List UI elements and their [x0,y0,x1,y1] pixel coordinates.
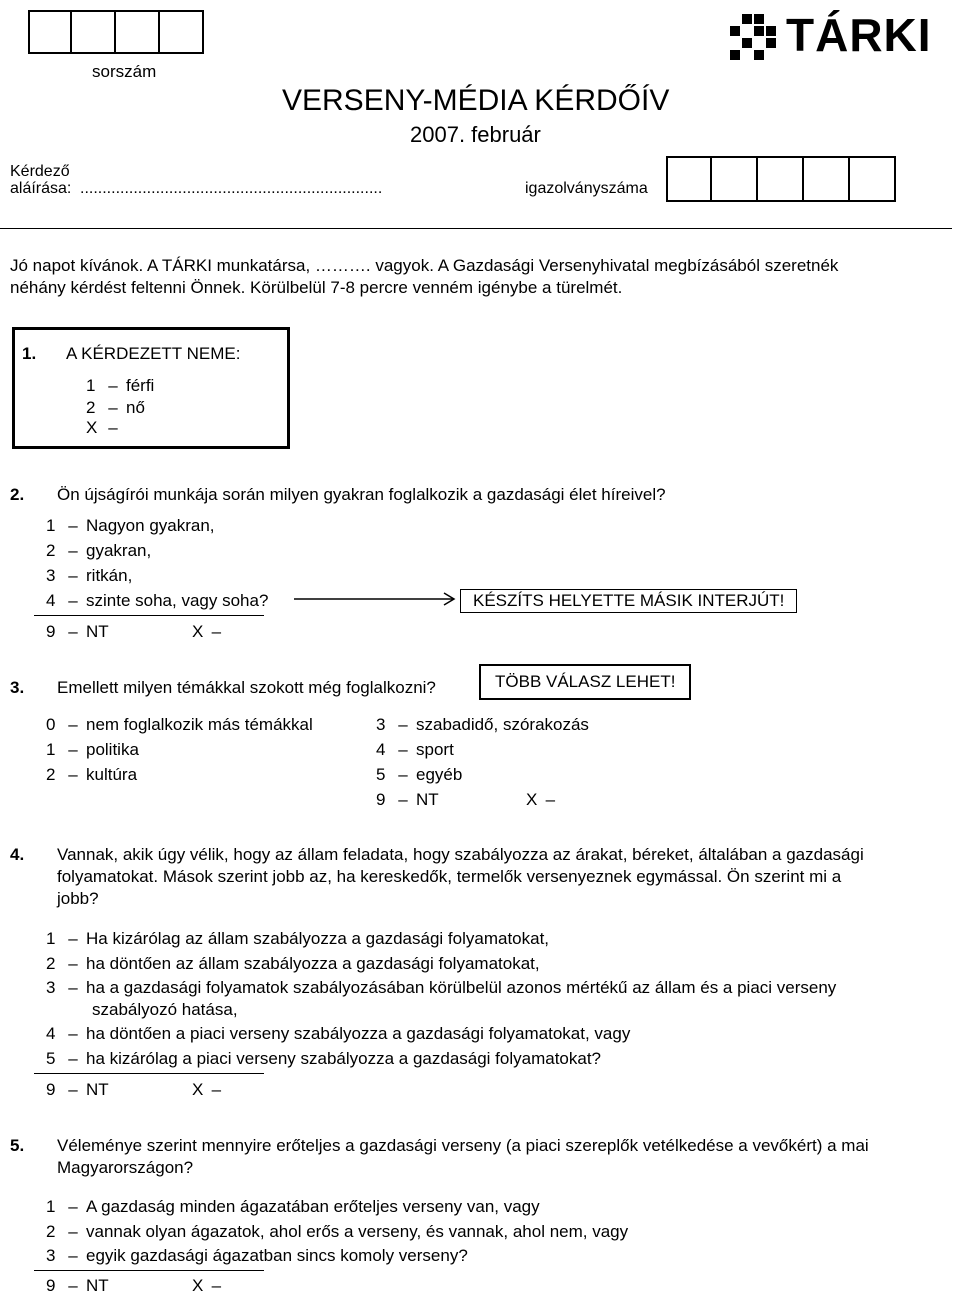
option-label: szinte soha, vagy soha? [86,591,269,610]
q2-option[interactable] [46,541,151,561]
id-box[interactable] [850,156,896,202]
option-label: Ha kizárólag az állam szabályozza a gazdasági folyamatokat, [86,929,550,948]
id-number-boxes[interactable] [666,156,896,202]
option-code: 1 [46,929,56,948]
option-code: 3 [376,715,386,734]
q3-option[interactable] [46,765,137,785]
option-label: nő [126,398,145,417]
q3-nt-option[interactable] [376,790,439,810]
option-dash: – [68,1197,78,1216]
option-dash: – [68,1246,78,1265]
option-code: 9 [46,1080,56,1099]
q5-nt-option[interactable] [46,1276,109,1296]
option-dash: – [68,929,78,948]
q3-number: 3. [10,678,25,697]
option-code: 3 [46,1246,56,1265]
option-label: sport [416,740,454,759]
q2-question: Ön újságírói munkája során milyen gyakran foglalkozik a gazdasági élet híreivel? [57,485,666,504]
option-label: NT [86,1276,109,1295]
option-dash: – [68,541,78,560]
option-dash: – [68,1276,78,1295]
id-box[interactable] [712,156,758,202]
option-code: 2 [86,398,96,417]
serial-box[interactable] [28,10,72,54]
q4-option[interactable] [46,954,540,974]
option-code: X [526,790,538,809]
option-dash: – [108,418,118,437]
id-box[interactable] [666,156,712,202]
option-code: 9 [376,790,386,809]
option-label: Nagyon gyakran, [86,516,215,535]
id-box[interactable] [804,156,850,202]
q2-option[interactable] [46,516,215,536]
q4-option-3-continuation: szabályozó hatása, [92,1000,238,1019]
option-dash: – [398,715,408,734]
q3-option[interactable] [376,740,454,760]
q5-question-line-2: Magyarországon? [57,1158,194,1177]
option-dash: – [68,566,78,585]
q5-question-line-1: Véleménye szerint mennyire erőteljes a gazdasági verseny (a piaci szereplők vetélkedése a vevőkért) a mai [57,1136,869,1155]
q3-option[interactable] [376,715,589,735]
q1-option[interactable] [86,398,145,418]
option-dash: – [68,1049,78,1068]
q2-arrow-icon [294,592,458,606]
serial-box[interactable] [72,10,116,54]
option-label: nem foglalkozik más témákkal [86,715,313,734]
q1-number: 1. [22,344,37,363]
option-dash: – [211,622,222,641]
q5-option[interactable] [46,1246,468,1266]
option-code: 1 [86,376,96,395]
tarki-logo-text: TÁRKI [786,9,932,61]
interviewer-label-line1: Kérdező [10,163,70,180]
option-label: ha döntően az állam szabályozza a gazdasági folyamatokat, [86,954,540,973]
option-dash: – [68,591,78,610]
q2-option[interactable] [46,566,132,586]
option-code: 4 [376,740,386,759]
option-code: 4 [46,1024,56,1043]
q4-question-line-2: folyamatokat. Mások szerint jobb az, ha kereskedők, termelők versenyeznek egymással. Ön szerint mi a [57,867,842,886]
option-code: X [192,622,204,641]
q5-option[interactable] [46,1222,628,1242]
q1-question: A KÉRDEZETT NEME: [66,344,241,363]
option-dash: – [68,715,78,734]
option-label: vannak olyan ágazatok, ahol erős a verseny, és vannak, ahol nem, vagy [86,1222,629,1241]
option-dash: – [398,740,408,759]
option-code: X [192,1276,204,1295]
option-dash: – [68,954,78,973]
option-code: 1 [46,516,56,535]
option-dash: – [108,398,118,417]
q4-divider [34,1073,264,1074]
q2-option[interactable] [46,591,268,611]
option-dash: – [398,790,408,809]
option-code: 9 [46,622,56,641]
q3-option[interactable] [376,765,462,785]
q3-option[interactable] [46,715,313,735]
q5-divider [34,1270,264,1271]
option-dash: – [211,1080,222,1099]
q4-x-option[interactable] [192,1080,229,1100]
q4-option[interactable] [46,978,836,998]
option-code: 4 [46,591,56,610]
option-dash: – [68,516,78,535]
q5-option[interactable] [46,1197,540,1217]
option-label: kultúra [86,765,138,784]
option-label: ha döntően a piaci verseny szabályozza a gazdasági folyamatokat, vagy [86,1024,631,1043]
option-dash: – [108,376,118,395]
q4-question-line-1: Vannak, akik úgy vélik, hogy az állam feladata, hogy szabályozza az árakat, béreket, általában a gazdasági [57,845,864,864]
q5-x-option[interactable] [192,1276,229,1296]
option-dash: – [211,1276,222,1295]
page-title: VERSENY-MÉDIA KÉRDŐÍV [282,84,670,117]
serial-number-boxes[interactable] [28,10,204,54]
option-dash: – [68,622,78,641]
option-label: férfi [126,376,155,395]
intro-line-2: néhány kérdést feltenni Önnek. Körülbelül 7-8 percre venném igénybe a türelmét. [10,278,623,297]
option-label: NT [86,622,109,641]
q4-question-line-3: jobb? [57,889,99,908]
option-code: 5 [46,1049,56,1068]
option-label: politika [86,740,139,759]
option-label: gyakran, [86,541,152,560]
q4-nt-option[interactable] [46,1080,109,1100]
option-code: 5 [376,765,386,784]
q1-option[interactable] [86,418,126,438]
q3-x-option[interactable] [526,790,563,810]
option-label: ha a gazdasági folyamatok szabályozásában körülbelül azonos mértékű az állam és a piaci verseny [86,978,837,997]
option-label: egyéb [416,765,463,784]
option-code: 3 [46,978,56,997]
serial-box[interactable] [160,10,204,54]
option-dash: – [68,740,78,759]
q4-option[interactable] [46,1024,630,1044]
option-code: 1 [46,740,56,759]
option-code: 0 [46,715,56,734]
q4-option[interactable] [46,929,549,949]
q4-number: 4. [10,845,25,864]
option-code: 1 [46,1197,56,1216]
option-label: ritkán, [86,566,133,585]
q4-option[interactable] [46,1049,601,1069]
option-code: 3 [46,566,56,585]
option-dash: – [68,765,78,784]
q2-number: 2. [10,485,25,504]
option-code: 2 [46,765,56,784]
intro-line-1: Jó napot kívánok. A TÁRKI munkatársa, ………. vagyok. A Gazdasági Versenyhivatal megbízásából szeretnék [10,256,839,275]
option-code: 2 [46,954,56,973]
q3-question: Emellett milyen témákkal szokott még foglalkozni? [57,678,436,697]
q2-instruction: KÉSZÍTS HELYETTE MÁSIK INTERJÚT! [460,589,797,613]
signature-field[interactable]: .................................................................... [80,180,383,197]
serial-number-label: sorszám [92,62,157,81]
option-code: 2 [46,1222,56,1241]
tarki-logo [728,8,948,66]
q3-instruction: TÖBB VÁLASZ LEHET! [479,664,691,700]
option-dash: – [68,978,78,997]
q5-number: 5. [10,1136,25,1155]
option-label: NT [416,790,439,809]
q2-x-option[interactable] [192,622,229,642]
header-divider [0,228,952,229]
interviewer-label-line2: aláírása: [10,180,72,197]
option-dash: – [68,1080,78,1099]
option-code: 2 [46,541,56,560]
option-label: ha kizárólag a piaci verseny szabályozza a gazdasági folyamatokat? [86,1049,602,1068]
q2-nt-option[interactable] [46,622,109,642]
option-label: egyik gazdasági ágazatban sincs komoly verseny? [86,1246,468,1265]
q1-option[interactable] [86,376,154,396]
option-label: szabadidő, szórakozás [416,715,589,734]
option-dash: – [545,790,556,809]
q3-option[interactable] [46,740,139,760]
serial-box[interactable] [116,10,160,54]
id-number-label: igazolványszáma [525,180,648,197]
option-code: 9 [46,1276,56,1295]
page-date: 2007. február [410,122,541,147]
option-dash: – [398,765,408,784]
option-dash: – [68,1222,78,1241]
option-code: X [86,418,98,437]
option-dash: – [68,1024,78,1043]
option-label: NT [86,1080,109,1099]
option-code: X [192,1080,204,1099]
option-label: A gazdaság minden ágazatában erőteljes verseny van, vagy [86,1197,540,1216]
q2-divider [34,615,264,616]
id-box[interactable] [758,156,804,202]
